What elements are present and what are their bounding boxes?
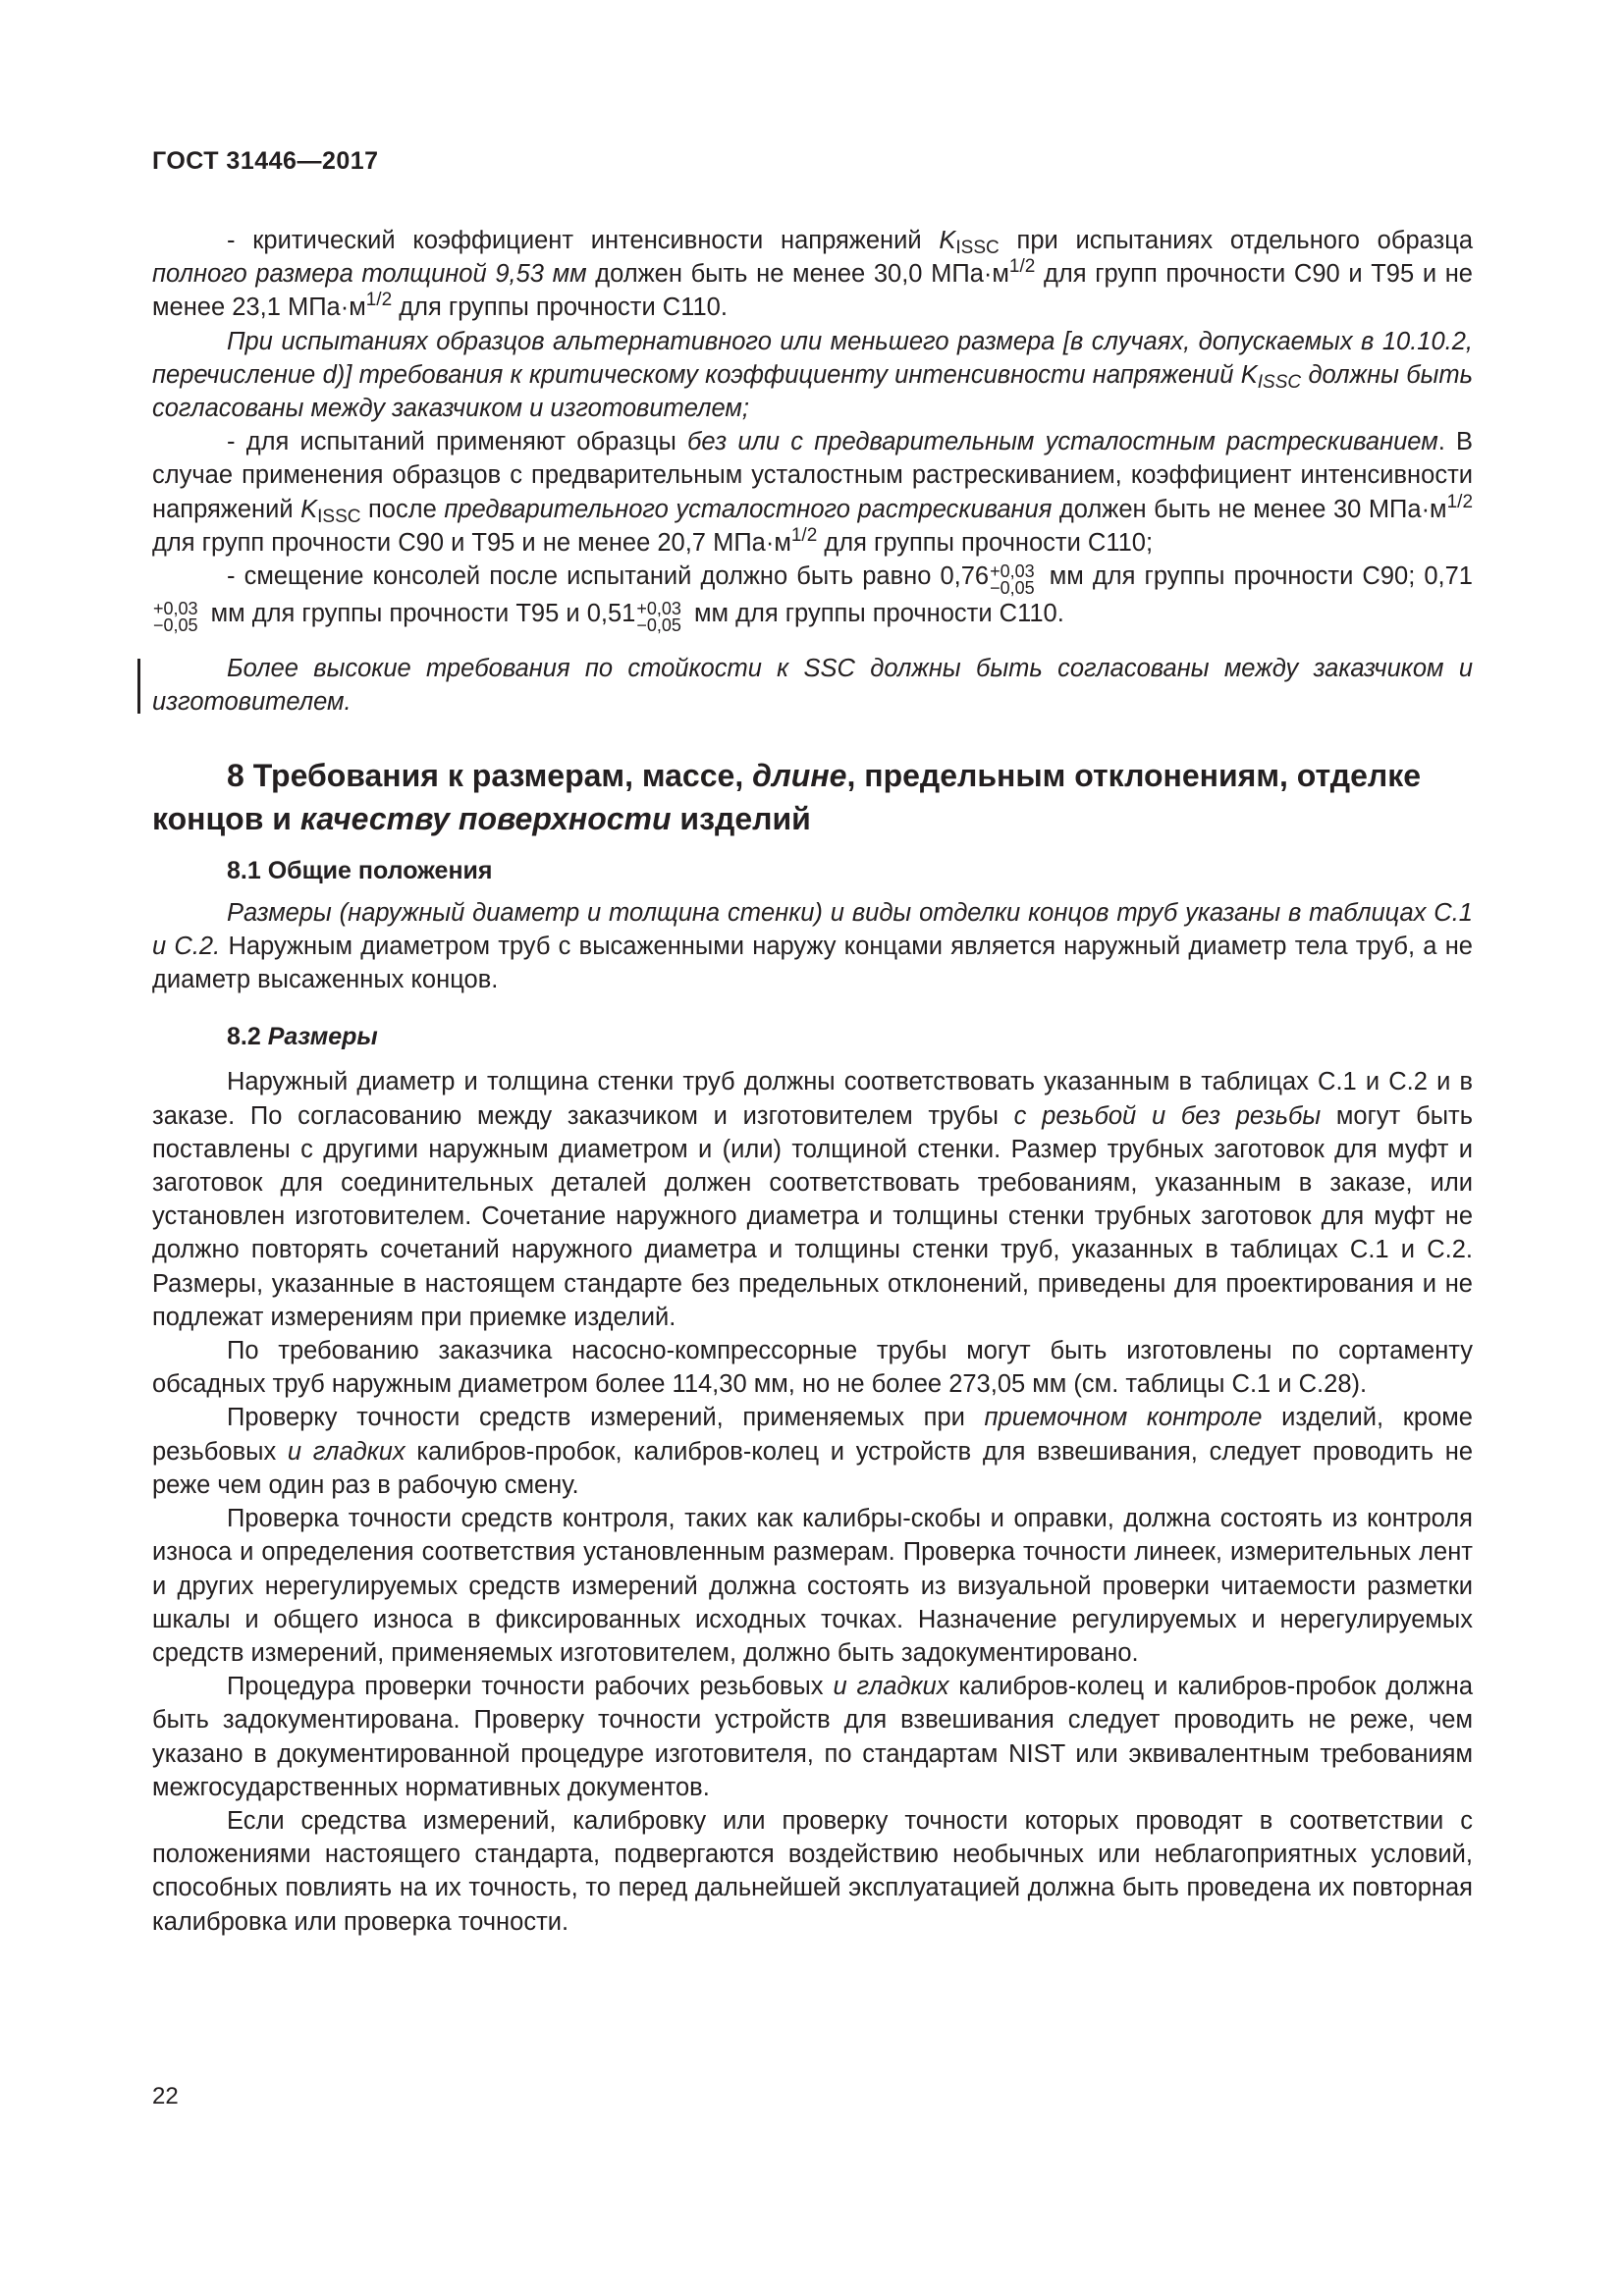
- paragraph-cantilever-displacement: - смещение консолей после испытаний должно быть равно 0,76 +0,03 −0,05 мм для группы прочности С90; 0,71 +0,03 −0,05 мм для группы прочности Т95 и 0,51 +0,03 −0,05 мм для группы прочности С110.: [153, 561, 1473, 636]
- section-8-heading: 8 Требования к размерам, массе, длине, предельным отклонениям, отделке концов и качеству поверхности изделий: [152, 758, 1422, 837]
- paragraph-ssc-higher-requirements: Более высокие требования по стойкости к SSC должны быть согласованы между заказчиком и изготовителем.: [152, 655, 1473, 717]
- document-body: [152, 224, 1473, 1939]
- tolerance-value: +0,03 −0,05: [990, 561, 1035, 599]
- paragraph-kissc-requirement: - критический коэффициент интенсивности напряжений $K_{ISSC}$ при испытаниях отдельного образца полного размера толщиной 9,53 мм должен быть не менее 30,0 $МПа\cdot м^{1/2}$ для групп прочности С90 и Т95 и не менее 23,1 $МПа\cdot м^{1/2}$ для группы прочности С110.: [152, 227, 1473, 322]
- paragraph-8-1: Размеры (наружный диаметр и толщина стенки) и виды отделки концов труб указаны в таблицах С.1 и С.2. Наружным диаметром труб с высаженными наружу концами является наружный диаметр тела труб, а не диаметр высаженных концов.: [152, 898, 1473, 994]
- section-8-1-heading: 8.1 Общие положения: [227, 857, 493, 885]
- section-8-2-heading: 8.2 Размеры: [227, 1023, 378, 1051]
- paragraph-8-2-control-tools: Проверка точности средств контроля, таких как калибры-скобы и оправки, должна состоять из контроля износа и определения соответствия установленным размерам. Проверка точности линеек, измерительных лент и других нерегулируемых средств измерений должна состоять из визуальной проверки читаемости разметки шкалы и общего износа в фиксированных исходных точках. Назначение регулируемых и нерегулируемых средств измерений, применяемых изготовителем, должно быть задокументировано.: [152, 1505, 1473, 1667]
- paragraph-fatigue-precracking: - для испытаний применяют образцы без или с предварительным усталостным растрескиванием. В случае применения образцов с предварительным усталостным растрескиванием, коэффициент интенсивности напряжений $K_{ISSC}$ после предварительного усталостного растрескивания должен быть не менее 30 $МПа\cdot м^{1/2}$ для групп прочности С90 и Т95 и не менее 20,7 $МПа\cdot м^{1/2}$ для группы прочности С110;: [152, 428, 1474, 557]
- document-header: ГОСТ 31446—2017: [152, 147, 379, 175]
- paragraph-8-2-recalibration: Если средства измерений, калибровку или проверку точности которых проводят в соответствии с положениями настоящего стандарта, подвергаются воздействию необычных или неблагоприятных условий, способных повлиять на их точность, то перед дальнейшей эксплуатацией должна быть проведена их повторная калибровка или проверка точности.: [152, 1806, 1473, 1936]
- page-number: 22: [152, 2083, 179, 2109]
- tolerance-value: +0,03 −0,05: [153, 599, 198, 636]
- tolerance-value: +0,03 −0,05: [636, 599, 681, 636]
- paragraph-8-2-gauge-procedure: Процедура проверки точности рабочих резьбовых и гладких калибров-колец и калибров-пробок должна быть задокументирована. Проверку точности устройств для взвешивания следует проводить не реже, чем указано в документированной процедуре изготовителя, по стандартам NIST или эквивалентным требованиям межгосударственных нормативных документов.: [152, 1673, 1473, 1801]
- change-bar: [137, 659, 140, 714]
- paragraph-8-2-customer-request: По требованию заказчика насосно-компрессорные трубы могут быть изготовлены по сортаменту обсадных труб наружным диаметром более 114,30 мм, но не более 273,05 мм (см. таблицы С.1 и С.28).: [152, 1337, 1473, 1399]
- paragraph-alternative-specimens: При испытаниях образцов альтернативного или меньшего размера [в случаях, допускаемых в 10.10.2, перечисление d)] требования к критическому коэффициенту интенсивности напряжений $K_{ISSC}$ должны быть согласованы между заказчиком и изготовителем;: [152, 327, 1473, 423]
- paragraph-8-2-dimensions: Наружный диаметр и толщина стенки труб должны соответствовать указанным в таблицах С.1 и С.2 и в заказе. По согласованию между заказчиком и изготовителем трубы с резьбой и без резьбы могут быть поставлены с другими наружным диаметром и (или) толщиной стенки. Размер трубных заготовок для муфт и заготовок для соединительных деталей должен соответствовать требованиям, указанным в заказе, или установлен изготовителем. Сочетание наружного диаметра и толщины стенки трубных заготовок для муфт не должно повторять сочетаний наружного диаметра и толщины стенки труб, указанных в таблицах С.1 и С.2. Размеры, указанные в настоящем стандарте без предельных отклонений, приведены для проектирования и не подлежат измерениям при приемке изделий.: [152, 1068, 1473, 1331]
- paragraph-8-2-measurement-check: Проверку точности средств измерений, применяемых при приемочном контроле изделий, кроме резьбовых и гладких калибров-пробок, калибров-колец и устройств для взвешивания, следует проводить не реже чем один раз в рабочую смену.: [152, 1404, 1473, 1499]
